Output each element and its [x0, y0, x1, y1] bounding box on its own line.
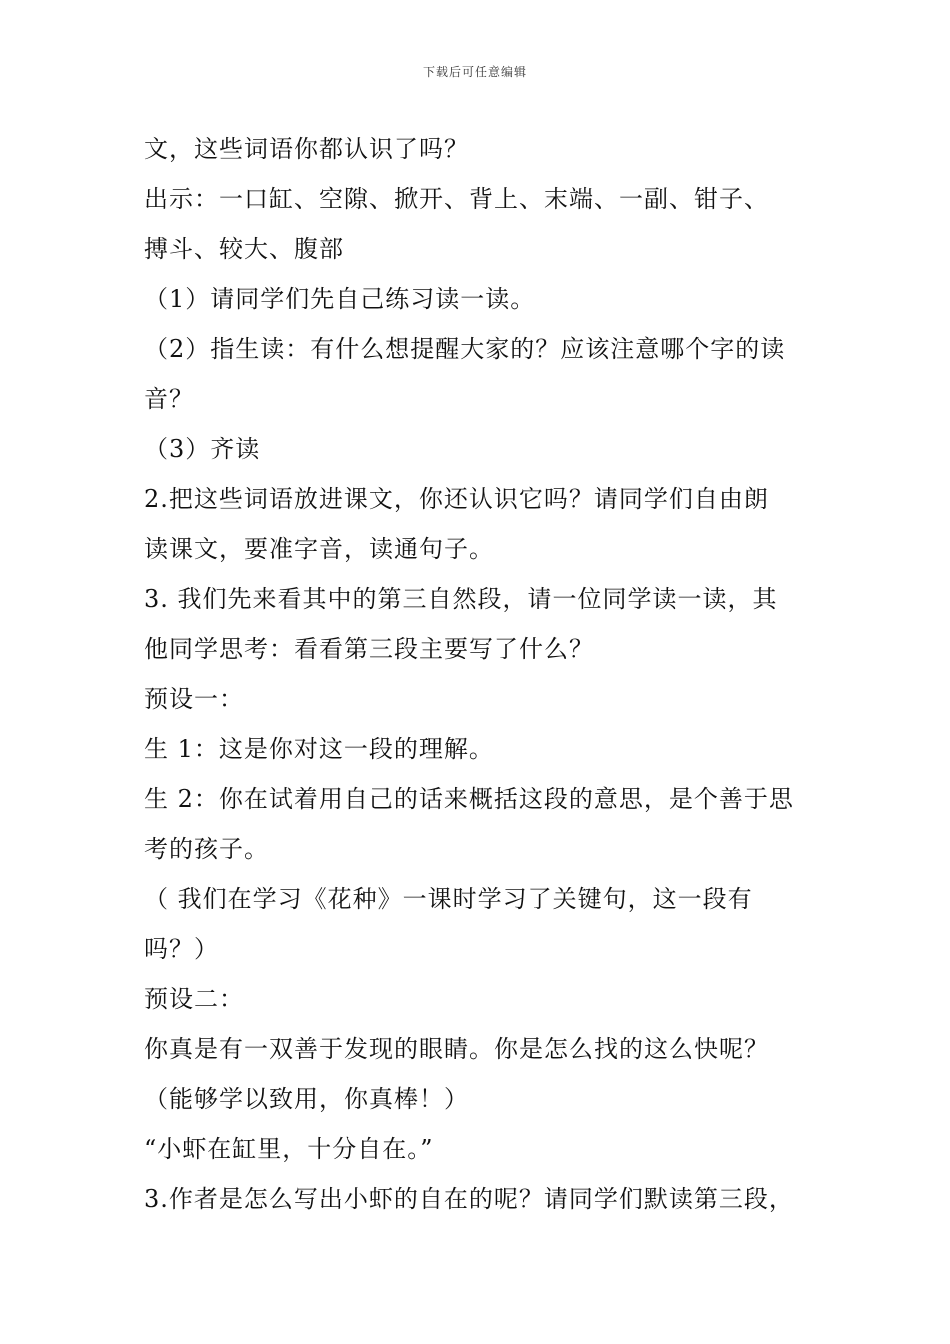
- page-header: 下载后可任意编辑: [422, 65, 527, 79]
- text-line: 出示：一口缸、空隙、掀开、背上、末端、一副、钳子、: [144, 185, 769, 213]
- text-line: 3. 我们先来看其中的第三自然段，请一位同学读一读，其: [144, 585, 778, 613]
- text-line: 预设二：: [144, 985, 244, 1013]
- text-line: 读课文，要准字音，读通句子。: [144, 535, 494, 563]
- text-line: 生 2：你在试着用自己的话来概括这段的意思，是个善于思: [144, 785, 794, 813]
- text-line: 3.作者是怎么写出小虾的自在的呢？请同学们默读第三段，: [144, 1185, 794, 1213]
- text-line: （能够学以致用，你真棒！）: [144, 1085, 469, 1113]
- text-line: （3）齐读: [144, 435, 261, 463]
- text-line: 音？: [144, 385, 194, 413]
- text-line: （1）请同学们先自己练习读一读。: [144, 285, 536, 313]
- text-line: 搏斗、较大、腹部: [144, 235, 344, 263]
- text-line: 考的孩子。: [144, 835, 269, 863]
- document-body: [144, 124, 824, 1224]
- text-line: 2.把这些词语放进课文，你还认识它吗？请同学们自由朗: [144, 485, 769, 513]
- text-line: （2）指生读：有什么想提醒大家的？应该注意哪个字的读: [144, 335, 786, 363]
- text-line: 文，这些词语你都认识了吗？: [144, 135, 469, 163]
- text-line: 他同学思考：看看第三段主要写了什么？: [144, 635, 594, 663]
- text-line: 你真是有一双善于发现的眼睛。你是怎么找的这么快呢？: [144, 1035, 769, 1063]
- text-line: 预设一：: [144, 685, 244, 713]
- text-line: 吗？）: [144, 935, 219, 963]
- text-line: “小虾在缸里，十分自在。”: [144, 1135, 434, 1163]
- text-line: （ 我们在学习《花种》一课时学习了关键句，这一段有: [144, 885, 753, 913]
- text-line: 生 1：这是你对这一段的理解。: [144, 735, 494, 763]
